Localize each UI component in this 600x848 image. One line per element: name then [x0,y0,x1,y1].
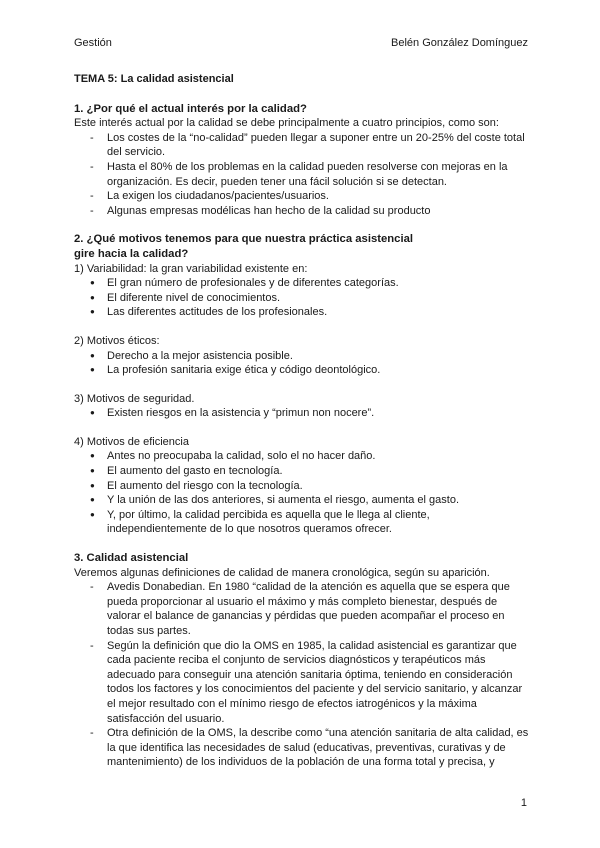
section-1-list [74,131,530,219]
section-1-intro: Este interés actual por la calidad se debe principalmente a cuatro principios, como son: [74,117,499,130]
section-2-heading [74,232,530,261]
list-item: - La exigen los ciudadanos/pacientes/usuarios. [74,189,530,204]
list-item: ● Y la unión de las dos anteriores, si aumenta el riesgo, aumenta el gasto. [74,493,530,508]
section-2-heading-line-2: gire hacia la calidad? [74,247,189,260]
list-item: - Otra definición de la OMS, la describe como “una atención sanitaria de alta calidad, es la que identifica las necesidades de salud (educativas, preventivas, curativas y de mantenimiento) de los individuos de la población de una forma total y precisa, y [74,726,530,770]
group-label-seguridad: 3) Motivos de seguridad. [74,392,195,405]
document-title: TEMA 5: La calidad asistencial [74,73,234,85]
list-item: ● El gran número de profesionales y de diferentes categorías. [74,276,530,291]
group-label-eficiencia: 4) Motivos de eficiencia [74,435,189,448]
list-item: - Algunas empresas modélicas han hecho de la calidad su producto [74,204,530,219]
list-item: - Según la definición que dio la OMS en 1985, la calidad asistencial es garantizar que cada paciente reciba el conjunto de servicios diagnósticos y terapéuticos más adecuado para conseguir una atención sanitaria óptima, teniendo en consideración todos los factores y los conocimientos del paciente y del servicio sanitario, y alcanzar el mejor resultado con el mínimo riesgo de efectos iatrogénicos y la máxima satisfacción del usuario. [74,639,530,727]
section-1-heading: 1. ¿Por qué el actual interés por la calidad? [74,102,307,115]
section-3-list [74,580,530,770]
header-subject: Gestión [74,37,112,49]
list-item: ● Existen riesgos en la asistencia y “primun non nocere”. [74,406,530,421]
section-3-intro: Veremos algunas definiciones de calidad de manera cronológica, según su aparición. [74,566,490,579]
group-label-eticos: 2) Motivos éticos: [74,334,160,347]
list-item: - Los costes de la “no-calidad” pueden llegar a suponer entre un 20-25% del coste total del servicio. [74,131,530,160]
list-item: ● La profesión sanitaria exige ética y código deontológico. [74,363,530,378]
list-item: ● Las diferentes actitudes de los profesionales. [74,305,530,320]
section-2-heading-line-1: 2. ¿Qué motivos tenemos para que nuestra práctica asistencial [74,233,414,246]
group-list-seguridad [74,406,530,421]
document-body [74,72,530,770]
group-list-eficiencia [74,449,530,537]
list-item: - Avedis Donabedian. En 1980 “calidad de la atención es aquella que se espera que pueda proporcionar al usuario el máximo y más completo bienestar, después de valorar el balance de ganancias y pérdidas que pueden acompañar el proceso en todas sus partes. [74,580,530,638]
section-3-heading: 3. Calidad asistencial [74,552,189,565]
group-label-variabilidad: 1) Variabilidad: la gran variabilidad existente en: [74,262,308,275]
group-list-variabilidad [74,276,530,320]
page-number: 1 [520,797,527,809]
list-item: - Hasta el 80% de los problemas en la calidad pueden resolverse con mejoras en la organización. Es decir, pueden tener una fácil solución si se detectan. [74,160,530,189]
list-item: ● Antes no preocupaba la calidad, solo el no hacer daño. [74,449,530,464]
list-item: ● Y, por último, la calidad percibida es aquella que le llega al cliente, independientemente de lo que nosotros queramos ofrecer. [74,508,530,537]
list-item: ● Derecho a la mejor asistencia posible. [74,349,530,364]
list-item: ● El aumento del gasto en tecnología. [74,464,530,479]
header-author: Belén González Domínguez [391,37,528,49]
group-list-eticos [74,349,530,378]
list-item: ● El diferente nivel de conocimientos. [74,291,530,306]
list-item: ● El aumento del riesgo con la tecnología. [74,479,530,494]
